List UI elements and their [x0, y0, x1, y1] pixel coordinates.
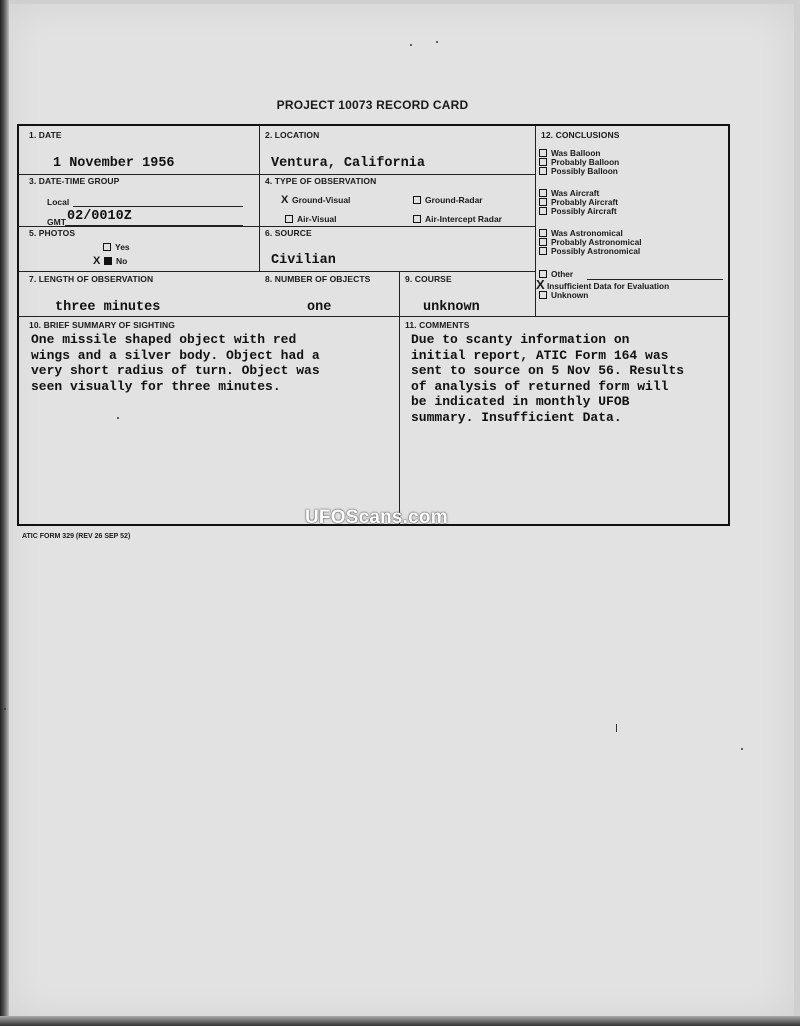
- local-underline: [73, 206, 243, 207]
- course-label: 9. COURSE: [405, 274, 452, 284]
- rule-h-3: [19, 271, 535, 272]
- scan-speck: [616, 724, 617, 732]
- conclusion-probably-aircraft: Probably Aircraft: [539, 197, 618, 207]
- gmt-label: GMT: [47, 217, 66, 227]
- photos-yes: Yes: [103, 242, 130, 252]
- conclusion-probably-astronomical: Probably Astronomical: [539, 237, 642, 247]
- scan-speck: [4, 708, 6, 710]
- option-ground-radar: Ground-Radar: [413, 195, 483, 205]
- conclusion-was-aircraft: Was Aircraft: [539, 188, 599, 198]
- source-label: 6. SOURCE: [265, 228, 312, 238]
- option-air-visual: Air-Visual: [285, 214, 337, 224]
- length-of-observation-value: three minutes: [55, 300, 161, 315]
- source-value: Civilian: [271, 253, 336, 268]
- checkbox-empty: [413, 215, 421, 223]
- local-label: Local: [47, 197, 70, 207]
- scan-speck: [117, 417, 119, 419]
- length-of-observation-label: 7. LENGTH OF OBSERVATION: [29, 274, 154, 284]
- brief-summary-text: One missile shaped object with red wings and a silver body. Object had a very short radius of turn. Object was seen visually for three minutes.: [31, 332, 320, 394]
- conclusion-was-balloon: Was Balloon: [539, 148, 600, 158]
- gmt-value: 02/0010Z: [67, 209, 132, 224]
- conclusions-label: 12. CONCLUSIONS: [541, 130, 620, 140]
- scan-speck: [741, 748, 743, 750]
- watermark: UFOScans.com: [305, 507, 448, 528]
- check-mark: X: [536, 277, 545, 292]
- number-of-objects-label: 8. NUMBER OF OBJECTS: [265, 274, 371, 284]
- rule-v-3: [399, 271, 400, 526]
- conclusion-insufficient-data: X Insufficient Data for Evaluation: [536, 277, 670, 292]
- option-ground-visual: X Ground-Visual: [281, 194, 351, 206]
- comments-label: 11. COMMENTS: [405, 320, 470, 330]
- record-card: [17, 124, 730, 526]
- date-value: 1 November 1956: [53, 156, 175, 171]
- rule-v-1: [259, 126, 260, 271]
- checked-mark: X: [281, 194, 289, 206]
- rule-h-1: [19, 174, 535, 175]
- checkbox-empty: [285, 215, 293, 223]
- rule-h-2: [19, 226, 535, 227]
- date-time-group-label: 3. DATE-TIME GROUP: [29, 176, 120, 186]
- comments-text: Due to scanty information on initial report, ATIC Form 164 was sent to source on 5 Nov 56. Results of analysis of returned form will be indicated in monthly UFOB summary. Insufficient Data.: [411, 332, 685, 425]
- date-label: 1. DATE: [29, 130, 62, 140]
- form-number: ATIC FORM 329 (REV 26 SEP 52): [22, 533, 131, 540]
- option-air-intercept-radar: Air-Intercept Radar: [413, 214, 502, 224]
- brief-summary-label: 10. BRIEF SUMMARY OF SIGHTING: [29, 320, 175, 330]
- rule-h-4: [19, 316, 730, 317]
- checkbox-empty: [103, 243, 111, 251]
- scan-bottom-edge: [0, 1016, 800, 1026]
- conclusion-probably-balloon: Probably Balloon: [539, 157, 619, 167]
- location-value: Ventura, California: [271, 156, 425, 171]
- photos-no: X No: [93, 255, 128, 267]
- conclusion-was-astronomical: Was Astronomical: [539, 228, 623, 238]
- conclusion-possibly-aircraft: Possibly Aircraft: [539, 206, 617, 216]
- scan-left-edge: [0, 0, 9, 1026]
- location-label: 2. LOCATION: [265, 130, 320, 140]
- course-value: unknown: [423, 300, 480, 315]
- number-of-objects-value: one: [307, 300, 332, 315]
- checked-mark: X: [93, 255, 101, 267]
- scan-speck: [436, 41, 438, 43]
- card-title: PROJECT 10073 RECORD CARD: [276, 98, 469, 112]
- checkbox-filled: [104, 257, 112, 265]
- scan-speck: [410, 44, 412, 46]
- type-of-observation-label: 4. TYPE OF OBSERVATION: [265, 176, 377, 186]
- conclusion-other: Other: [539, 269, 573, 279]
- conclusion-possibly-astronomical: Possibly Astronomical: [539, 246, 640, 256]
- gmt-underline: [65, 225, 243, 226]
- photos-label: 5. PHOTOS: [29, 228, 76, 238]
- conclusion-possibly-balloon: Possibly Balloon: [539, 166, 618, 176]
- conclusion-unknown: Unknown: [539, 290, 588, 300]
- checkbox-empty: [413, 196, 421, 204]
